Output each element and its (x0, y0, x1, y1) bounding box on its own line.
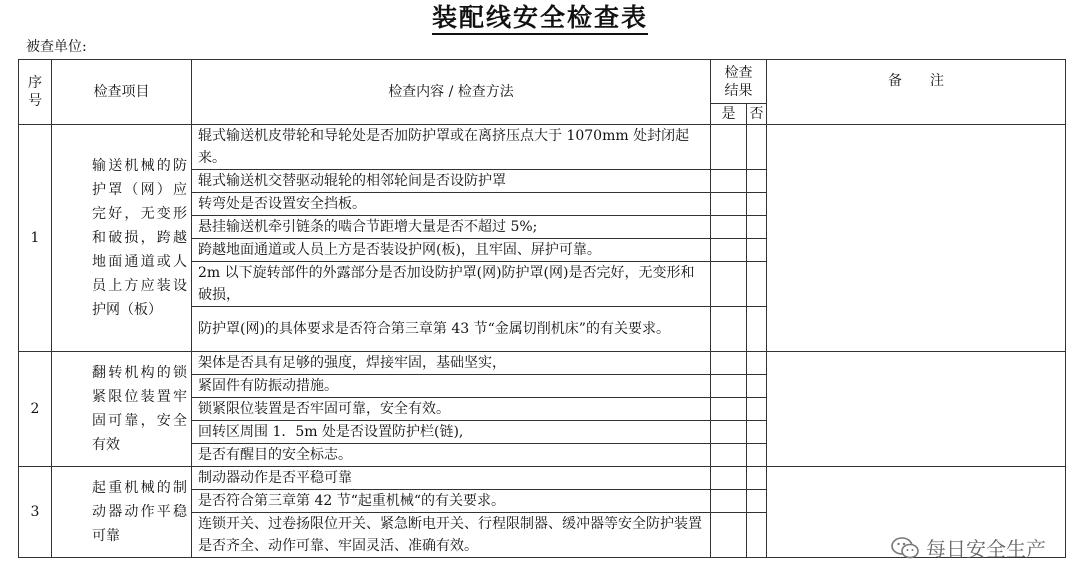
result-no-cell[interactable] (747, 352, 767, 375)
header-item: 检查项目 (52, 60, 192, 125)
check-content: 是否有醒目的安全标志。 (192, 444, 711, 467)
table-row (19, 352, 1066, 375)
check-item: 翻转机构的锁紧限位装置牢固可靠，安全有效 (52, 352, 192, 467)
result-no-cell[interactable] (747, 513, 767, 558)
check-content: 架体是否具有足够的强度，焊接牢固，基础坚实， (192, 352, 711, 375)
result-yes-cell[interactable] (711, 216, 747, 239)
remark-cell[interactable] (767, 352, 1066, 467)
result-no-cell[interactable] (747, 193, 767, 216)
result-yes-cell[interactable] (711, 421, 747, 444)
result-no-cell[interactable] (747, 421, 767, 444)
check-content: 连锁开关、过卷扬限位开关、紧急断电开关、行程限制器、缓冲器等安全防护装置是否齐全、动作可靠、牢固灵活、准确有效。 (192, 513, 711, 558)
inspected-unit-label: 被查单位: (26, 39, 87, 55)
section-number: 3 (19, 467, 52, 558)
section-number: 1 (19, 125, 52, 352)
check-item: 输送机械的防护罩（网）应完好，无变形和破损，跨越地面通道或人员上方应装设护网（板） (52, 125, 192, 352)
check-content: 2m 以下旋转部件的外露部分是否加设防护罩(网)防护罩(网)是否完好，无变形和破损， (192, 262, 711, 307)
result-yes-cell[interactable] (711, 490, 747, 513)
result-no-cell[interactable] (747, 262, 767, 307)
result-yes-cell[interactable] (711, 352, 747, 375)
wechat-icon (890, 536, 920, 560)
result-no-cell[interactable] (747, 216, 767, 239)
result-yes-cell[interactable] (711, 307, 747, 352)
result-no-cell[interactable] (747, 125, 767, 170)
result-no-cell[interactable] (747, 398, 767, 421)
result-yes-cell[interactable] (711, 193, 747, 216)
header-seq: 序 号 (19, 60, 52, 125)
remark-cell[interactable] (767, 125, 1066, 352)
result-no-cell[interactable] (747, 490, 767, 513)
result-yes-cell[interactable] (711, 125, 747, 170)
result-yes-cell[interactable] (711, 239, 747, 262)
header-result: 检查 结果 (711, 60, 767, 104)
document-title: 装配线安全检查表 (0, 0, 1080, 36)
check-content: 紧固件有防振动措施。 (192, 375, 711, 398)
result-no-cell[interactable] (747, 467, 767, 490)
header-content: 检查内容 / 检查方法 (192, 60, 711, 125)
inspection-table (18, 59, 1066, 558)
result-yes-cell[interactable] (711, 467, 747, 490)
header-yes: 是 (711, 104, 747, 125)
check-content: 是否符合第三章第 42 节“起重机械“的有关要求。 (192, 490, 711, 513)
section-number: 2 (19, 352, 52, 467)
header-no: 否 (747, 104, 767, 125)
watermark-text: 每日安全生产 (926, 537, 1046, 561)
header-remark: 备 注 (767, 60, 1066, 125)
result-no-cell[interactable] (747, 444, 767, 467)
check-content: 跨越地面通道或人员上方是否装设护网(板)，且牢固、屏护可靠。 (192, 239, 711, 262)
check-item: 起重机械的制动器动作平稳可靠 (52, 467, 192, 558)
result-yes-cell[interactable] (711, 444, 747, 467)
result-no-cell[interactable] (747, 239, 767, 262)
result-yes-cell[interactable] (711, 375, 747, 398)
table-row (19, 467, 1066, 490)
check-content: 辊式输送机皮带轮和导轮处是否加防护罩或在离挤压点大于 1070mm 处封闭起来。 (192, 125, 711, 170)
check-content: 防护罩(网)的具体要求是否符合第三章第 43 节“金属切削机床”的有关要求。 (192, 307, 711, 352)
check-content: 制动器动作是否平稳可靠 (192, 467, 711, 490)
result-no-cell[interactable] (747, 307, 767, 352)
check-content: 辊式输送机交替驱动辊轮的相邻轮间是否设防护罩 (192, 170, 711, 193)
result-no-cell[interactable] (747, 170, 767, 193)
check-content: 锁紧限位装置是否牢固可靠，安全有效。 (192, 398, 711, 421)
result-yes-cell[interactable] (711, 513, 747, 558)
check-content: 回转区周围 1．5m 处是否设置防护栏(链), (192, 421, 711, 444)
result-no-cell[interactable] (747, 375, 767, 398)
check-content: 悬挂输送机牵引链条的啮合节距增大量是否不超过 5%; (192, 216, 711, 239)
check-content: 转弯处是否设置安全挡板。 (192, 193, 711, 216)
table-row (19, 125, 1066, 170)
result-yes-cell[interactable] (711, 170, 747, 193)
watermark (890, 533, 1046, 562)
result-yes-cell[interactable] (711, 398, 747, 421)
result-yes-cell[interactable] (711, 262, 747, 307)
